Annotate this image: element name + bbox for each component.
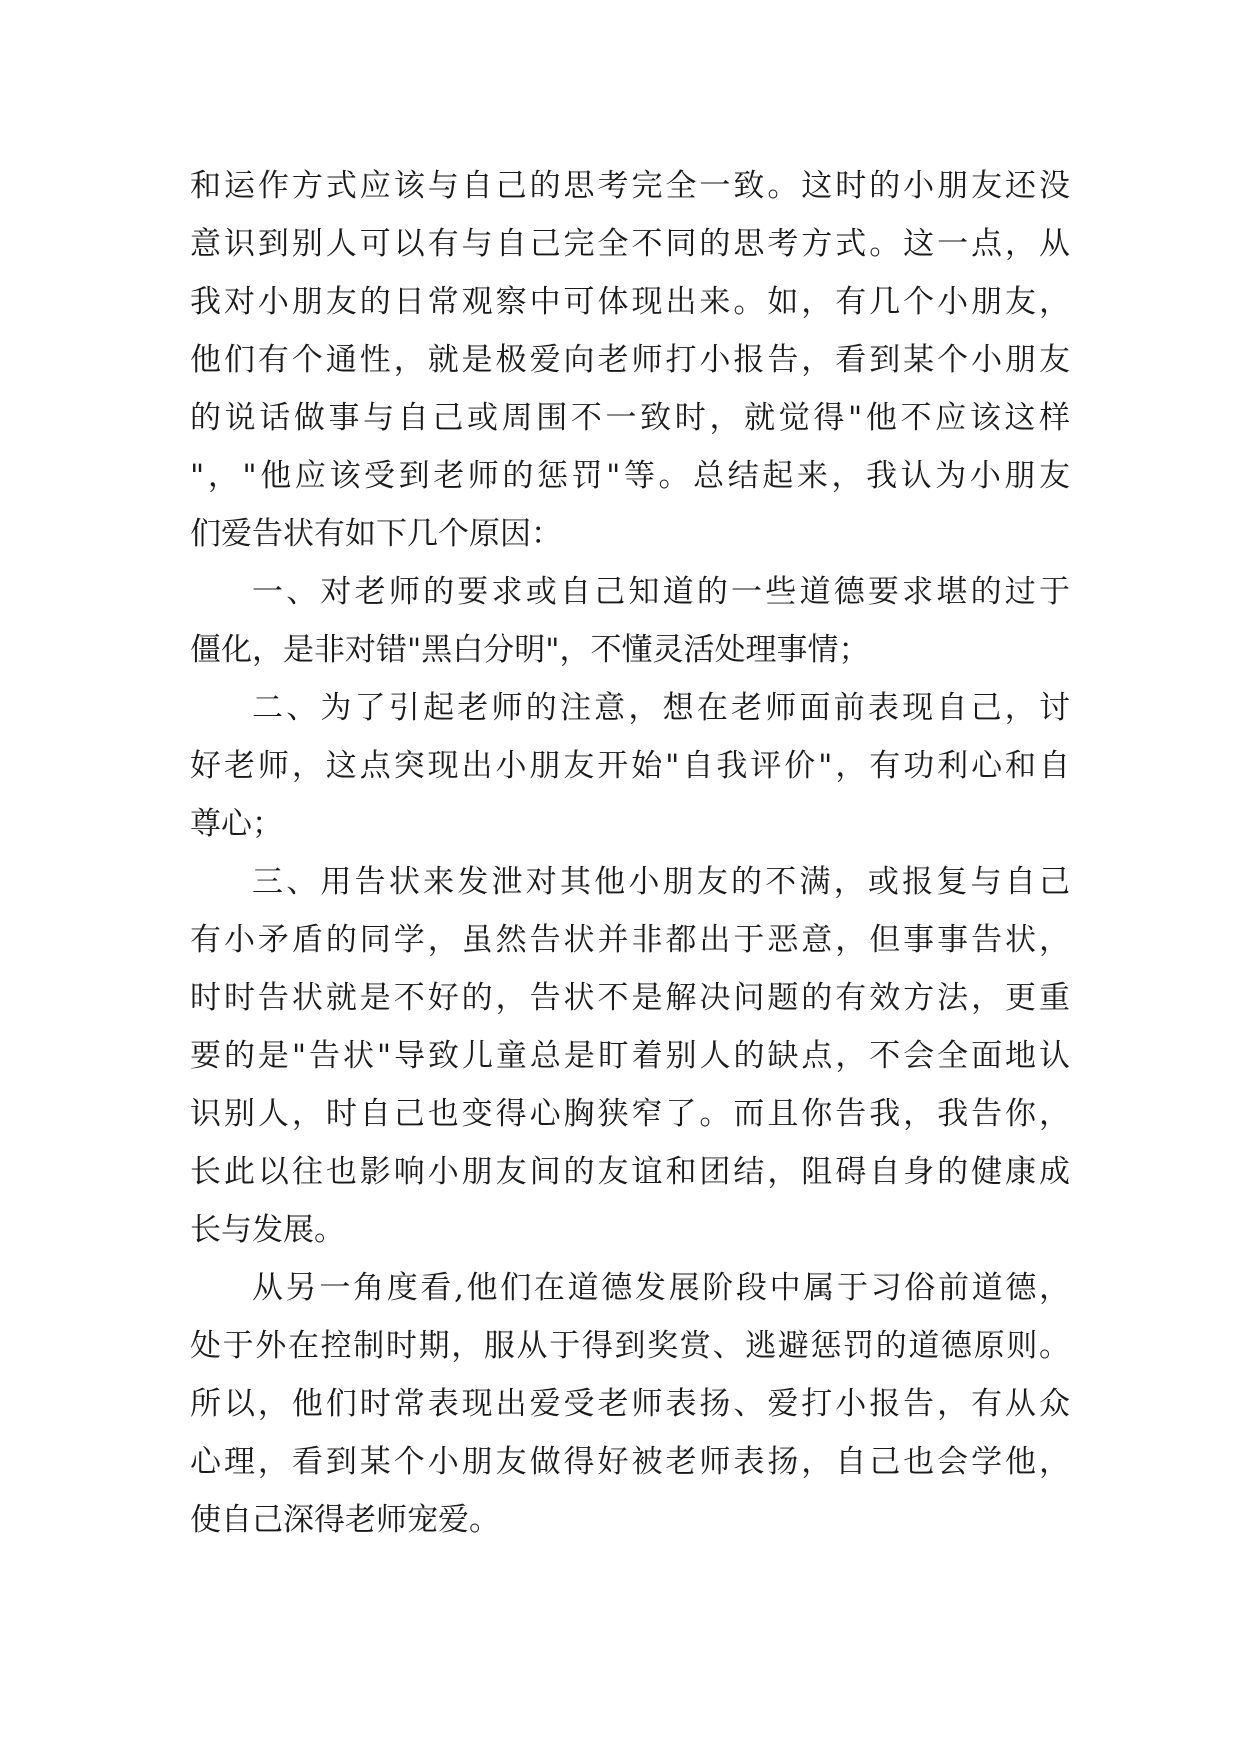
- text-line: 要的是"告状"导致儿童总是盯着别人的缺点，不会全面地认: [190, 1038, 1070, 1074]
- text-line: 的说话做事与自己或周围不一致时，就觉得"他不应该这样: [190, 400, 1070, 436]
- text-line: 时时告状就是不好的，告状不是解决问题的有效方法，更重: [190, 980, 1070, 1016]
- text-line: 使自己深得老师宠爱。: [190, 1502, 500, 1538]
- text-line: 我对小朋友的日常观察中可体现出来。如，有几个小朋友，: [190, 284, 1070, 320]
- text-line: 从另一角度看,他们在道德发展阶段中属于习俗前道德，: [252, 1270, 1070, 1306]
- text-line: 尊心；: [190, 806, 283, 842]
- text-line: 长此以往也影响小朋友间的友谊和团结，阻碍自身的健康成: [190, 1154, 1070, 1190]
- text-line: 心理，看到某个小朋友做得好被老师表扬，自己也会学他，: [190, 1444, 1070, 1480]
- text-line: 一、对老师的要求或自己知道的一些道德要求堪的过于: [252, 574, 1070, 610]
- text-line: 有小矛盾的同学，虽然告状并非都出于恶意，但事事告状，: [190, 922, 1070, 958]
- text-line: 意识到别人可以有与自己完全不同的思考方式。这一点，从: [190, 226, 1070, 262]
- text-line: 和运作方式应该与自己的思考完全一致。这时的小朋友还没: [190, 168, 1070, 204]
- text-line: 长与发展。: [190, 1212, 345, 1248]
- text-line: 他们有个通性，就是极爱向老师打小报告，看到某个小朋友: [190, 342, 1070, 378]
- text-line: 僵化，是非对错"黑白分明"，不懂灵活处理事情；: [190, 632, 870, 668]
- text-line: 所以，他们时常表现出爱受老师表扬、爱打小报告，有从众: [190, 1386, 1070, 1422]
- text-line: 识别人，时自己也变得心胸狭窄了。而且你告我，我告你，: [190, 1096, 1070, 1132]
- text-line: 好老师，这点突现出小朋友开始"自我评价"，有功利心和自: [190, 748, 1070, 784]
- text-line: "，"他应该受到老师的惩罚"等。总结起来，我认为小朋友: [190, 458, 1070, 494]
- text-line: 们爱告状有如下几个原因：: [190, 516, 562, 552]
- text-line: 处于外在控制时期，服从于得到奖赏、逃避惩罚的道德原则。: [190, 1328, 1070, 1364]
- text-line: 三、用告状来发泄对其他小朋友的不满，或报复与自己: [252, 864, 1070, 900]
- text-line: 二、为了引起老师的注意，想在老师面前表现自己，讨: [252, 690, 1070, 726]
